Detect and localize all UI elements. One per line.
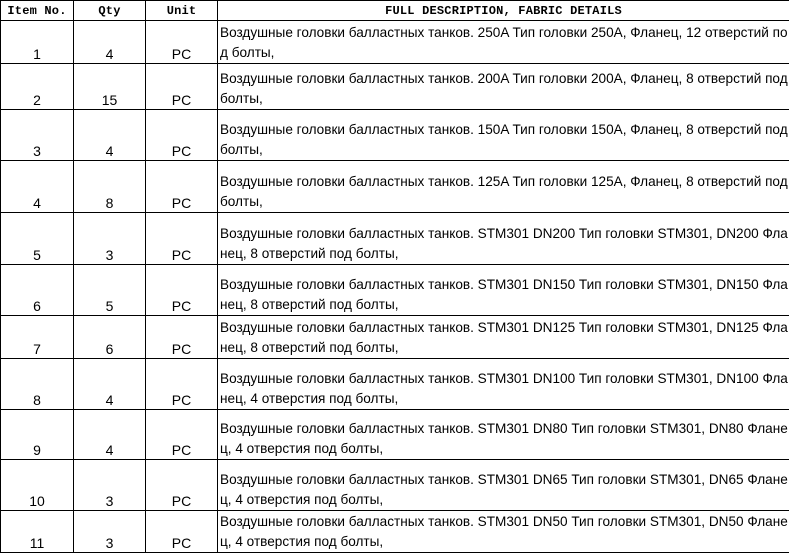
item-number-cell: 8 — [1, 359, 74, 410]
header-row — [1, 1, 789, 21]
table-row — [1, 161, 789, 213]
header-unit: Unit — [146, 1, 218, 21]
table-row — [1, 213, 789, 265]
description-cell: Воздушные головки балластных танков. STM301 DN50 Тип головки STM301, DN50 Фланец, 4 отверстия под болты, — [218, 511, 789, 553]
item-number-cell: 9 — [1, 410, 74, 460]
item-number-cell: 7 — [1, 316, 74, 359]
header-description: FULL DESCRIPTION, FABRIC DETAILS — [218, 1, 789, 21]
table-row — [1, 316, 789, 359]
unit-cell: PC — [146, 410, 218, 460]
unit-cell: PC — [146, 265, 218, 316]
qty-cell: 8 — [74, 161, 146, 213]
qty-cell: 4 — [74, 110, 146, 161]
table-row — [1, 21, 789, 64]
description-cell: Воздушные головки балластных танков. 150A Тип головки 150A, Фланец, 8 отверстий под болты, — [218, 110, 789, 161]
unit-cell: PC — [146, 64, 218, 110]
qty-cell: 4 — [74, 21, 146, 64]
item-number-cell: 4 — [1, 161, 74, 213]
qty-cell: 4 — [74, 410, 146, 460]
table-row — [1, 511, 789, 553]
item-number-cell: 3 — [1, 110, 74, 161]
unit-cell: PC — [146, 213, 218, 265]
item-number-cell: 5 — [1, 213, 74, 265]
description-cell: Воздушные головки балластных танков. STM301 DN80 Тип головки STM301, DN80 Фланец, 4 отверстия под болты, — [218, 410, 789, 460]
table-row — [1, 410, 789, 460]
qty-cell: 5 — [74, 265, 146, 316]
table-row — [1, 265, 789, 316]
header-item-no: Item No. — [1, 1, 74, 21]
table-row — [1, 359, 789, 410]
unit-cell: PC — [146, 161, 218, 213]
item-number-cell: 10 — [1, 460, 74, 511]
item-number-cell: 11 — [1, 511, 74, 553]
description-cell: Воздушные головки балластных танков. STM301 DN200 Тип головки STM301, DN200 Фланец, 8 отверстий под болты, — [218, 213, 789, 265]
qty-cell: 3 — [74, 213, 146, 265]
description-cell: Воздушные головки балластных танков. 200A Тип головки 200A, Фланец, 8 отверстий под болты, — [218, 64, 789, 110]
qty-cell: 4 — [74, 359, 146, 410]
table-row — [1, 110, 789, 161]
table-row — [1, 460, 789, 511]
table-row — [1, 64, 789, 110]
qty-cell: 3 — [74, 460, 146, 511]
description-cell: Воздушные головки балластных танков. STM301 DN150 Тип головки STM301, DN150 Фланец, 8 отверстий под болты, — [218, 265, 789, 316]
unit-cell: PC — [146, 511, 218, 553]
unit-cell: PC — [146, 110, 218, 161]
description-cell: Воздушные головки балластных танков. STM301 DN100 Тип головки STM301, DN100 Фланец, 4 отверстия под болты, — [218, 359, 789, 410]
description-cell: Воздушные головки балластных танков. STM301 DN125 Тип головки STM301, DN125 Фланец, 8 отверстий под болты, — [218, 316, 789, 359]
qty-cell: 6 — [74, 316, 146, 359]
unit-cell: PC — [146, 359, 218, 410]
item-number-cell: 2 — [1, 64, 74, 110]
qty-cell: 15 — [74, 64, 146, 110]
item-number-cell: 1 — [1, 21, 74, 64]
description-cell: Воздушные головки балластных танков. STM301 DN65 Тип головки STM301, DN65 Фланец, 4 отверстия под болты, — [218, 460, 789, 511]
item-number-cell: 6 — [1, 265, 74, 316]
description-cell: Воздушные головки балластных танков. 125A Тип головки 125A, Фланец, 8 отверстий под болты, — [218, 161, 789, 213]
description-cell: Воздушные головки балластных танков. 250A Тип головки 250A, Фланец, 12 отверстий под болты, — [218, 21, 789, 64]
qty-cell: 3 — [74, 511, 146, 553]
unit-cell: PC — [146, 21, 218, 64]
header-qty: Qty — [74, 1, 146, 21]
unit-cell: PC — [146, 316, 218, 359]
unit-cell: PC — [146, 460, 218, 511]
